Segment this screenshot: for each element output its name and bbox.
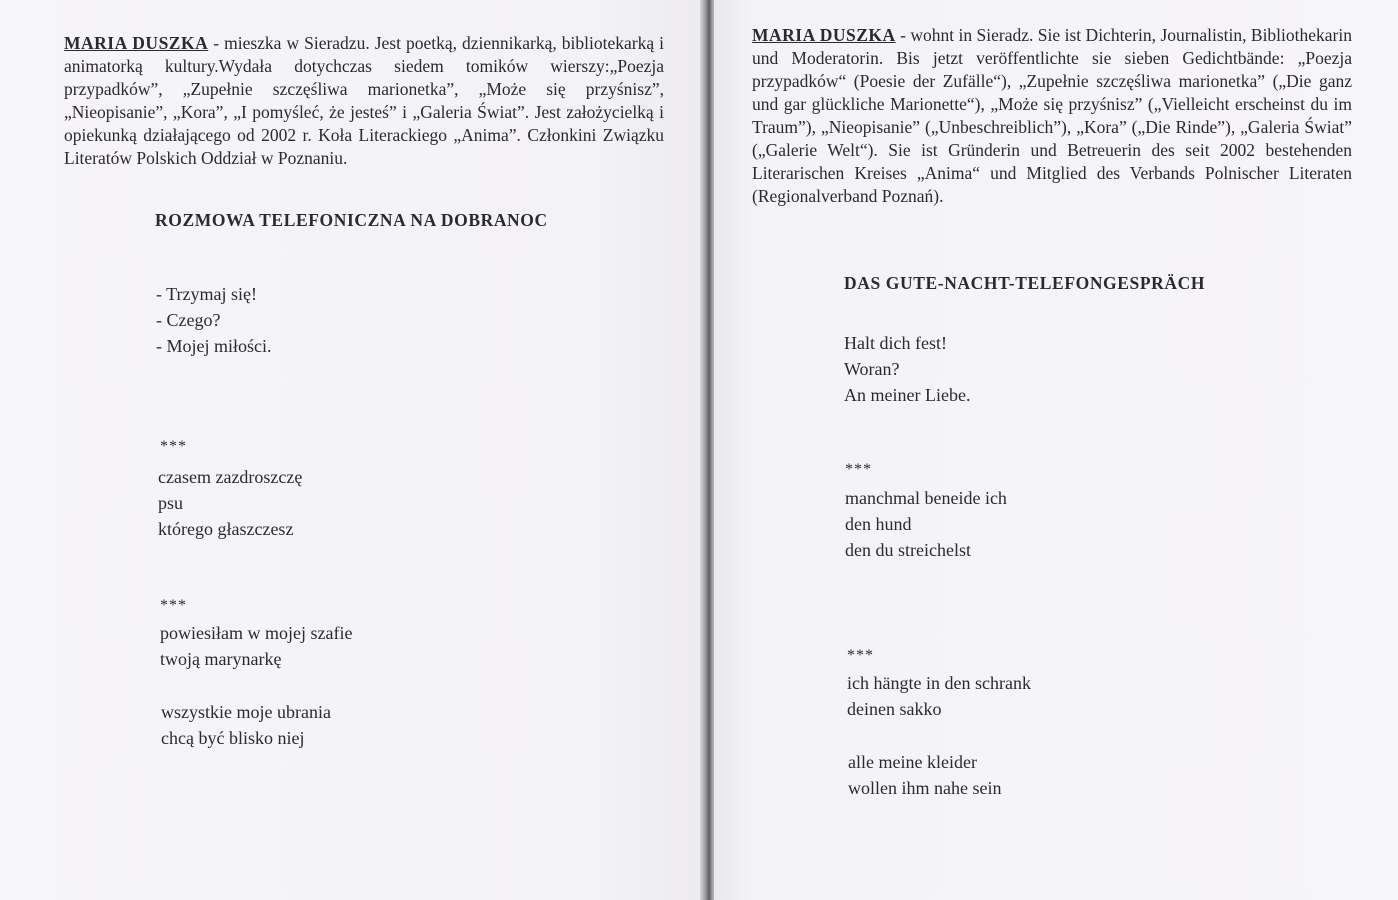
poem-line: chcą być blisko niej (161, 728, 305, 748)
poem-jacket-stanza-2 (848, 749, 1001, 801)
poem-line: An meiner Liebe. (844, 385, 971, 405)
section-separator: *** (845, 461, 872, 478)
poem-dog-stanza (845, 485, 1007, 563)
poem-line: - Czego? (156, 310, 221, 330)
author-name: MARIA DUSZKA (752, 25, 896, 45)
poem-line: twoją marynarkę (160, 649, 282, 669)
right-page (714, 0, 1398, 900)
author-name: MARIA DUSZKA (64, 33, 209, 53)
poem-line: Halt dich fest! (844, 333, 947, 353)
poem-line: wollen ihm nahe sein (848, 778, 1002, 798)
poem-jacket-stanza-1 (847, 670, 1031, 722)
poem-line: powiesiłam w mojej szafie (160, 623, 353, 643)
poem-line: - Trzymaj się! (156, 284, 257, 304)
poem-jacket-stanza-1 (160, 620, 352, 672)
poem-line: ich hängte in den schrank (847, 673, 1031, 693)
poem-jacket-stanza-2 (161, 699, 331, 751)
section-separator: *** (847, 647, 874, 664)
poem-line: wszystkie moje ubrania (161, 702, 331, 722)
poem-line: psu (158, 493, 184, 513)
bio-text: - mieszka w Sieradzu. Jest poetką, dziennikarką, bibliotekarką i animatorką kultury.Wydała dotychczas siedem tomików wierszy:„Poezja przypadków”, „Zupełnie szczęśliwa marionetka”, „Może się przyśnisz”, „Nieopisanie”, „Kora”, „I pomyśleć, że jesteś” i „Galeria Świat”. Jest założycielką i opiekunką działającego od 2002 r. Koła Literackiego „Anima”. Członkini Związku Literatów Polskich Oddział w Poznaniu. (64, 33, 664, 168)
poem-telephone-stanza (156, 281, 272, 359)
poem-line: którego głaszczesz (158, 519, 294, 539)
poem-line: deinen sakko (847, 699, 942, 719)
poem-line: czasem zazdroszczę (158, 467, 303, 487)
poem-line: - Mojej miłości. (156, 336, 272, 356)
author-bio-german (752, 24, 1352, 208)
poem-title: ROZMOWA TELEFONICZNA NA DOBRANOC (155, 210, 548, 230)
poem-line: alle meine kleider (848, 752, 977, 772)
section-separator: *** (160, 597, 187, 614)
bio-text: - wohnt in Sieradz. Sie ist Dichterin, Journalistin, Bibliothekarin und Moderatorin. Bis jetzt veröffentlichte sie sieben Gedichtbände: „Poezja przypadków“ (Poesie der Zufälle“), „Zupełnie szczęśliwa marionetka” („Die ganz und gar glückliche Marionette“), „Może się przyśnisz” („Vielleicht erscheinst du im Traum”), „Nieopisanie” („Unbeschreiblich”), „Kora” („Die Rinde”), „Galeria Świat” („Galerie Welt“). Sie ist Gründerin und Betreuerin des seit 2002 bestehenden Literarischen Kreises „Anima“ und Mitglied des Verbands Polnischer Literaten (Regionalverband Poznań). (752, 25, 1352, 206)
author-bio-polish (64, 32, 664, 170)
poem-dog-stanza (158, 464, 302, 542)
poem-line: Woran? (844, 359, 900, 379)
poem-telephone-stanza (844, 330, 970, 408)
section-separator: *** (160, 438, 187, 455)
poem-line: den hund (845, 514, 912, 534)
poem-title: DAS GUTE-NACHT-TELEFONGESPRÄCH (844, 273, 1206, 293)
poem-line: manchmal beneide ich (845, 488, 1007, 508)
poem-line: den du streichelst (845, 540, 971, 560)
